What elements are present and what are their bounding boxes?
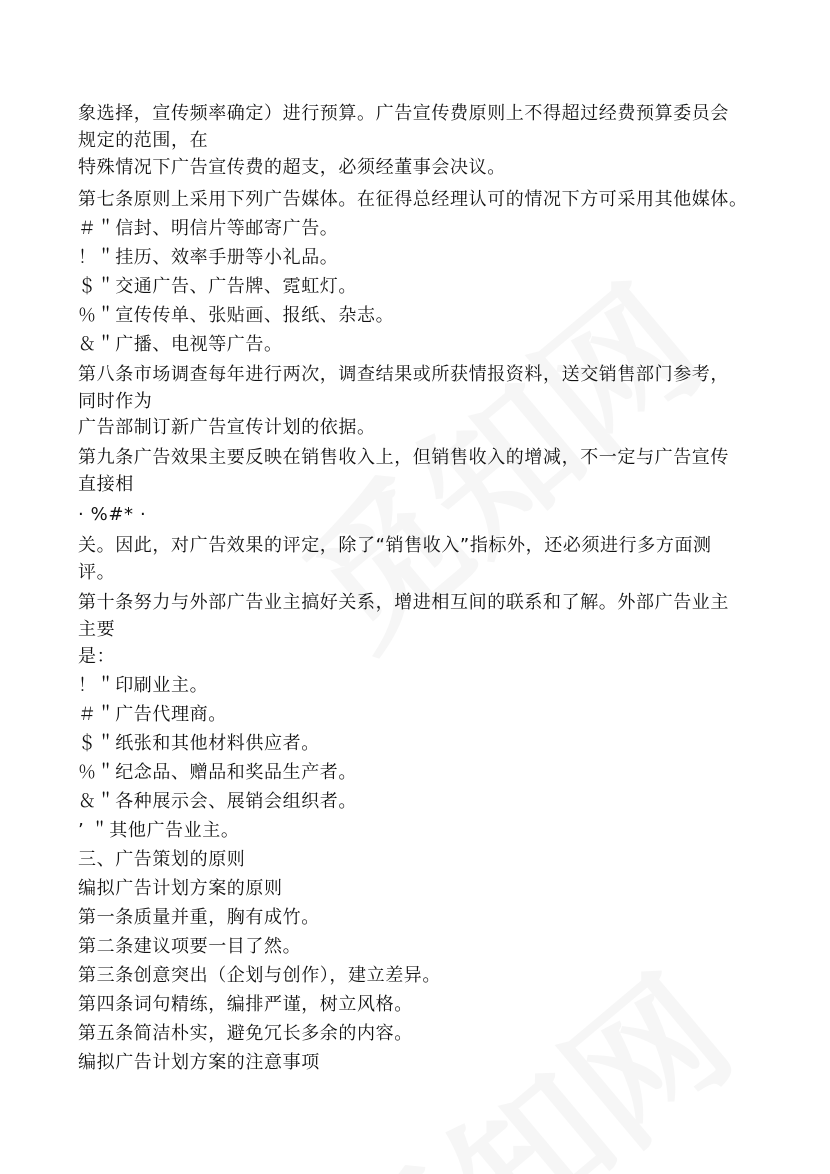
body-text-line: 评。 xyxy=(78,562,116,583)
list-item: ％＂纪念品、赠品和奖品生产者。 xyxy=(78,762,357,783)
principle-item: 第二条建议项要一目了然。 xyxy=(78,936,302,957)
body-text-line: 象选择，宣传频率确定）进行预算。广告宣传费原则上不得超过经费预算委员会 xyxy=(78,103,729,124)
list-item: ＄＂纸张和其他材料供应者。 xyxy=(78,733,320,754)
body-text-line: 主要 xyxy=(78,619,116,640)
subsection-heading: 编拟广告计划方案的注意事项 xyxy=(78,1052,320,1073)
principle-item: 第五条简洁朴实，避免冗长多余的内容。 xyxy=(78,1023,413,1044)
list-item: ＄＂交通广告、广告牌、霓虹灯。 xyxy=(78,276,357,297)
body-text-line: 是： xyxy=(78,646,116,667)
subsection-heading: 编拟广告计划方案的原则 xyxy=(78,878,283,899)
list-item: ＆＂各种展示会、展销会组织者。 xyxy=(78,791,357,812)
article-9: 第九条广告效果主要反映在销售收入上，但销售收入的增减，不一定与广告宣传 xyxy=(78,447,729,468)
article-7: 第七条原则上采用下列广告媒体。在征得总经理认可的情况下方可采用其他媒体。 xyxy=(78,189,748,210)
principle-item: 第四条词句精练，编排严谨，树立风格。 xyxy=(78,994,413,1015)
list-item: ＆＂广播、电视等广告。 xyxy=(78,334,283,355)
principle-item: 第三条创意突出（企划与创作），建立差异。 xyxy=(78,965,441,986)
body-text-line: 规定的范围，在 xyxy=(78,130,209,151)
list-item: ’ ＂其他广告业主。 xyxy=(78,820,240,841)
list-item: ！＂挂历、效率手册等小礼品。 xyxy=(78,247,339,268)
body-text-line: 同时作为 xyxy=(78,391,153,412)
article-10: 第十条努力与外部广告业主搞好关系，增进相互间的联系和了解。外部广告业主 xyxy=(78,592,729,613)
list-item: ！＂印刷业主。 xyxy=(78,675,209,696)
page-marker: · %#* · xyxy=(78,504,147,525)
list-item: ＃＂信封、明信片等邮寄广告。 xyxy=(78,218,339,239)
list-item: ＃＂广告代理商。 xyxy=(78,704,227,725)
principle-item: 第一条质量并重，胸有成竹。 xyxy=(78,907,320,928)
list-item: ％＂宣传传单、张贴画、报纸、杂志。 xyxy=(78,305,395,326)
body-text-line: 直接相 xyxy=(78,474,134,495)
body-text-line: 特殊情况下广告宣传费的超支，必须经董事会决议。 xyxy=(78,157,506,178)
body-text-line: 广告部制订新广告宣传计划的依据。 xyxy=(78,417,376,438)
article-8: 第八条市场调查每年进行两次，调查结果或所获情报资料，送交销售部门参考， xyxy=(78,364,729,385)
section-heading: 三、广告策划的原则 xyxy=(78,849,246,870)
body-text-line: 关。因此，对广告效果的评定，除了“销售收入”指标外，还必须进行多方面测 xyxy=(78,535,712,556)
